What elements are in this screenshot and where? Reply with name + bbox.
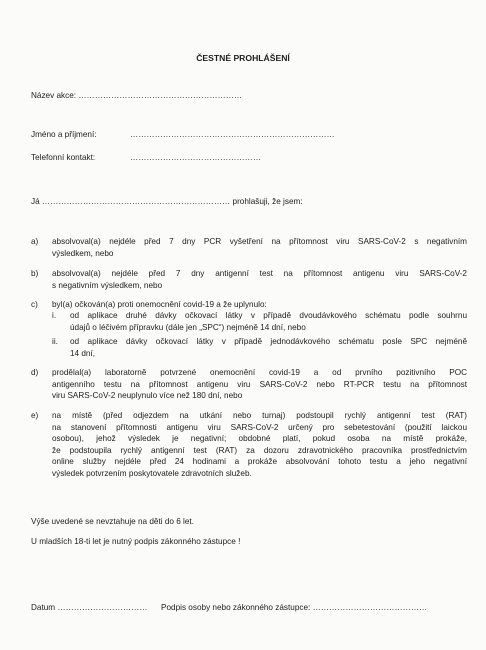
item-b-line: absolvoval(a) nejdéle před 7 dny antigenní test na přítomnost antigenu viru SARS-CoV-2 — [52, 269, 467, 278]
declarant-line: Já …………………………………………………………… prohlašuji, že jsem: — [31, 197, 303, 206]
item-a-text — [52, 236, 467, 259]
item-c-i-number: i. — [52, 311, 57, 320]
item-e-line: výsledek potvrzením poskytovatele zdravotních služeb. — [52, 468, 252, 478]
item-d-line: antigenního testu na přítomnost antigenu viru SARS-CoV-2 nebo RT-PCR testu na přítomnost — [52, 379, 467, 389]
note-age-exemption: Výše uvedené se nevztahuje na děti do 6 let. — [31, 517, 194, 526]
item-c-line: byl(a) očkován(a) proti onemocnění covid-19 a že uplynulo: — [52, 300, 267, 309]
item-c-ii-line: od aplikace dávky očkovací látky v případě jednodávkového schématu posle SPC nejméně — [70, 337, 467, 346]
item-b-letter: b) — [31, 269, 39, 278]
item-c-i-line: údajů o léčivém přípravku (dále jen „SPC“) nejméně 14 dní, nebo — [70, 322, 306, 332]
item-a-letter: a) — [31, 237, 39, 246]
item-e-line: na stanovení přítomnosti antigenu viru SARS-CoV-2 určený pro sebetestování (použití laickou — [52, 422, 467, 432]
item-b-text — [52, 268, 467, 291]
name-dots: ………………………………………………………………… — [130, 130, 335, 139]
note-guardian-signature: U mladších 18-ti let je nutný podpis zákonného zástupce ! — [31, 537, 241, 546]
name-label: Jméno a příjmení: — [31, 130, 97, 139]
item-c-text — [52, 299, 467, 311]
item-d-text — [52, 367, 467, 402]
item-d-line: viru SARS-CoV-2 neuplynulo více než 180 dní, nebo — [52, 391, 243, 401]
item-e-line: osobou), jehož výsledek je negativní; obdobné platí, pokud osoba na místě prokáže, — [52, 434, 467, 444]
signature-field: Podpis osoby nebo zákonného zástupce: …………………………………… — [161, 603, 428, 612]
item-d-line: prodělal(a) laboratorně potvrzené onemocnění covid-19 a od prvního pozitivního POC — [52, 368, 467, 377]
item-b-line: s negativním výsledkem, nebo — [52, 280, 163, 290]
phone-label: Telefonní kontakt: — [31, 153, 96, 162]
item-e-letter: e) — [31, 411, 39, 420]
phone-dots: ………………………………………… — [130, 153, 261, 162]
item-c-letter: c) — [31, 300, 38, 309]
item-c-i-text — [70, 310, 467, 333]
date-field: Datum …………………………… — [31, 603, 148, 612]
item-d-letter: d) — [31, 368, 39, 377]
item-c-ii-number: ii. — [52, 337, 58, 346]
item-a-line: výsledkem, nebo — [52, 248, 114, 258]
item-e-line: online služby nejdéle před 24 hodinami a prokáže absolvování tohoto testu a jeho negativní — [52, 457, 467, 467]
item-c-i-line: od aplikace druhé dávky očkovací látky v případě dvoudávkového schématu podle souhrnu — [70, 311, 467, 320]
item-c-ii-text — [70, 336, 467, 359]
item-a-line: absolvoval(a) nejdéle před 7 dny PCR vyšetření na přítomnost viru SARS-CoV-2 s negativním — [52, 237, 467, 246]
document-title: ČESTNÉ PROHLÁŠENÍ — [196, 53, 290, 63]
item-c-ii-line: 14 dní, — [70, 348, 96, 358]
item-e-text — [52, 410, 467, 480]
item-e-line: že podstoupila rychlý antigenní test (RAT) za dozoru zdravotnického pracovníka prostřednictvím — [52, 445, 467, 455]
event-name-field: Název akce: …………………………………………………… — [31, 91, 243, 100]
item-e-line: na místě (před odjezdem na utkání nebo turnaj) podstoupil rychlý antigenní test (RAT) — [52, 411, 467, 420]
